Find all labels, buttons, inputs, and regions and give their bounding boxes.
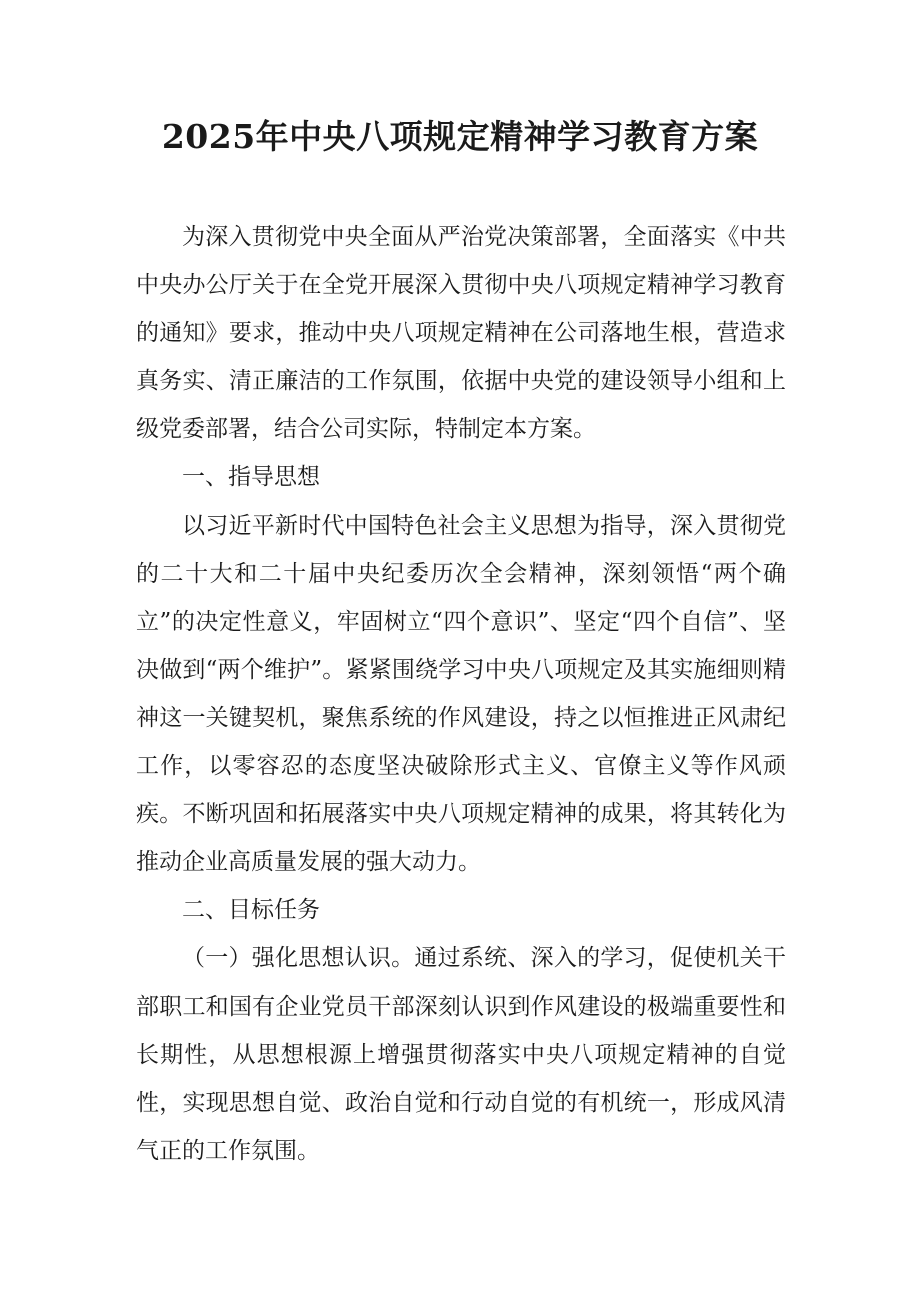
section-guiding-ideology bbox=[136, 453, 786, 886]
section-heading: 二、目标任务 bbox=[182, 897, 320, 924]
section-heading: 一、指导思想 bbox=[182, 464, 320, 491]
intro-paragraph: 为深入贯彻党中央全面从严治党决策部署，全面落实《中共中央办公厅关于在全党开展深入贯彻中央八项规定精神学习教育的通知》要求，推动中央八项规定精神在公司落地生根，营造求真务实、清正廉洁的工作氛围，依据中央党的建设领导小组和上级党委部署，结合公司实际，特制定本方案。 bbox=[136, 224, 786, 443]
section-paragraph: 以习近平新时代中国特色社会主义思想为指导，深入贯彻党的二十大和二十届中央纪委历次全会精神，深刻领悟“两个确立”的决定性意义，牢固树立“四个意识”、坚定“四个自信”、坚决做到“两个维护”。紧紧围绕学习中央八项规定及其实施细则精神这一关键契机，聚焦系统的作风建设，持之以恒推进正风肃纪工作，以零容忍的态度坚决破除形式主义、官僚主义等作风顽疾。不断巩固和拓展落实中央八项规定精神的成果，将其转化为推动企业高质量发展的强大动力。 bbox=[136, 512, 786, 876]
document-body bbox=[136, 213, 786, 1175]
document-title: 2025年中央八项规定精神学习教育方案 bbox=[161, 117, 759, 156]
section-goals-tasks bbox=[136, 886, 786, 1175]
section-paragraph: （一）强化思想认识。通过系统、深入的学习，促使机关干部职工和国有企业党员干部深刻认识到作风建设的极端重要性和长期性，从思想根源上增强贯彻落实中央八项规定精神的自觉性，实现思想自觉、政治自觉和行动自觉的有机统一，形成风清气正的工作氛围。 bbox=[136, 945, 786, 1164]
